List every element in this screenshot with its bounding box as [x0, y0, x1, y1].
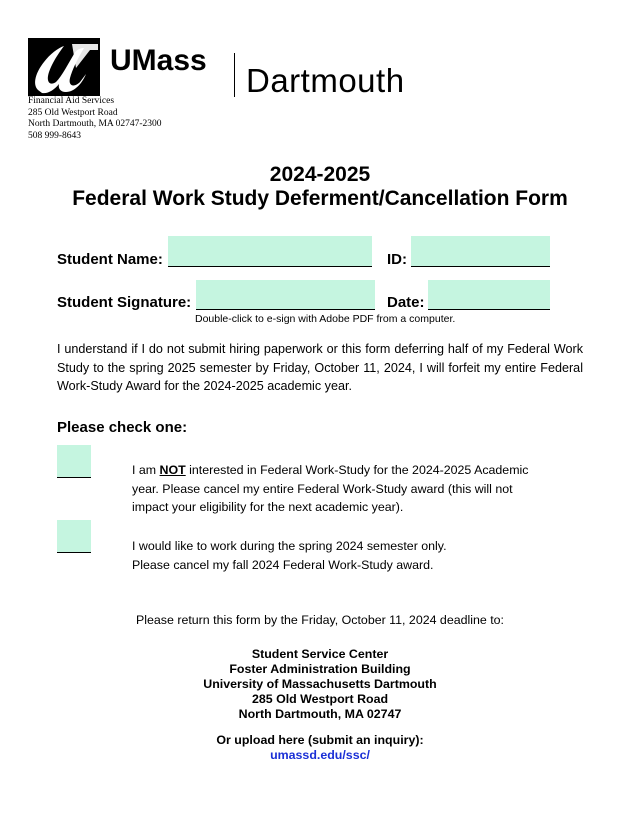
check-heading: Please check one: — [57, 419, 188, 436]
logo-divider — [234, 53, 235, 97]
option2-line2: Please cancel my fall 2024 Federal Work-Study award. — [132, 557, 434, 572]
campus-name: Dartmouth — [246, 62, 405, 99]
id-label: ID: — [387, 251, 407, 268]
option1-line1 — [132, 461, 528, 480]
address-line: University of Massachusetts Dartmouth — [203, 677, 437, 691]
address-line: 285 Old Westport Road — [251, 692, 389, 706]
option2-line1: I would like to work during the spring 2024 semester only. — [132, 539, 447, 553]
option1-text — [132, 461, 528, 517]
id-underline — [411, 266, 550, 267]
office-city: North Dartmouth, MA 02747-2300 — [28, 119, 162, 129]
student-name-label: Student Name: — [57, 251, 163, 268]
esign-note: Double-click to e-sign with Adobe PDF from a computer. — [195, 313, 456, 325]
id-field[interactable] — [411, 236, 550, 266]
option1-prefix: I am — [132, 463, 160, 477]
date-label: Date: — [387, 294, 425, 311]
signature-field[interactable] — [196, 280, 375, 309]
office-name: Financial Aid Services — [28, 96, 115, 106]
return-instruction: Please return this form by the Friday, October 11, 2024 deadline to: — [135, 613, 504, 627]
address-line: North Dartmouth, MA 02747 — [238, 707, 402, 721]
option2-text — [132, 537, 447, 574]
date-field[interactable] — [428, 280, 550, 309]
office-address — [28, 96, 162, 142]
form-year: 2024-2025 — [269, 163, 371, 186]
student-name-field[interactable] — [168, 236, 372, 266]
office-street: 285 Old Westport Road — [28, 107, 118, 118]
option1-emphasis: NOT — [159, 463, 186, 477]
option1-line3: impact your eligibility for the next academic year). — [132, 500, 404, 514]
option2-checkbox[interactable] — [57, 520, 91, 553]
brand-name: UMass — [110, 44, 207, 77]
upload-link[interactable]: umassd.edu/ssc/ — [270, 748, 370, 762]
address-line: Foster Administration Building — [229, 662, 411, 676]
student-name-underline — [168, 266, 372, 267]
address-line: Student Service Center — [251, 647, 389, 661]
option1-line1-rest: interested in Federal Work-Study for the 2024-2025 Academic — [185, 463, 529, 477]
signature-label: Student Signature: — [57, 294, 192, 311]
option1-checkbox[interactable] — [57, 445, 91, 478]
option1-line2: year. Please cancel my entire Federal Work-Study award (this will not — [132, 481, 513, 496]
date-underline — [428, 309, 550, 310]
upload-text: Or upload here (submit an inquiry): — [216, 733, 424, 747]
office-phone: 508 999-8643 — [28, 130, 82, 141]
signature-underline — [196, 309, 375, 310]
form-title: Federal Work Study Deferment/Cancellation Form — [72, 187, 568, 210]
statement-paragraph: I understand if I do not submit hiring paperwork or this form deferring half of my Federal Work Study to the spring 2025 semester by Friday, October 11, 2024, I will forfeit my entire Federal Work-Study Award for the 2024-2025 academic year. — [57, 342, 583, 393]
return-address — [0, 647, 640, 722]
umass-logo-icon — [28, 38, 100, 96]
